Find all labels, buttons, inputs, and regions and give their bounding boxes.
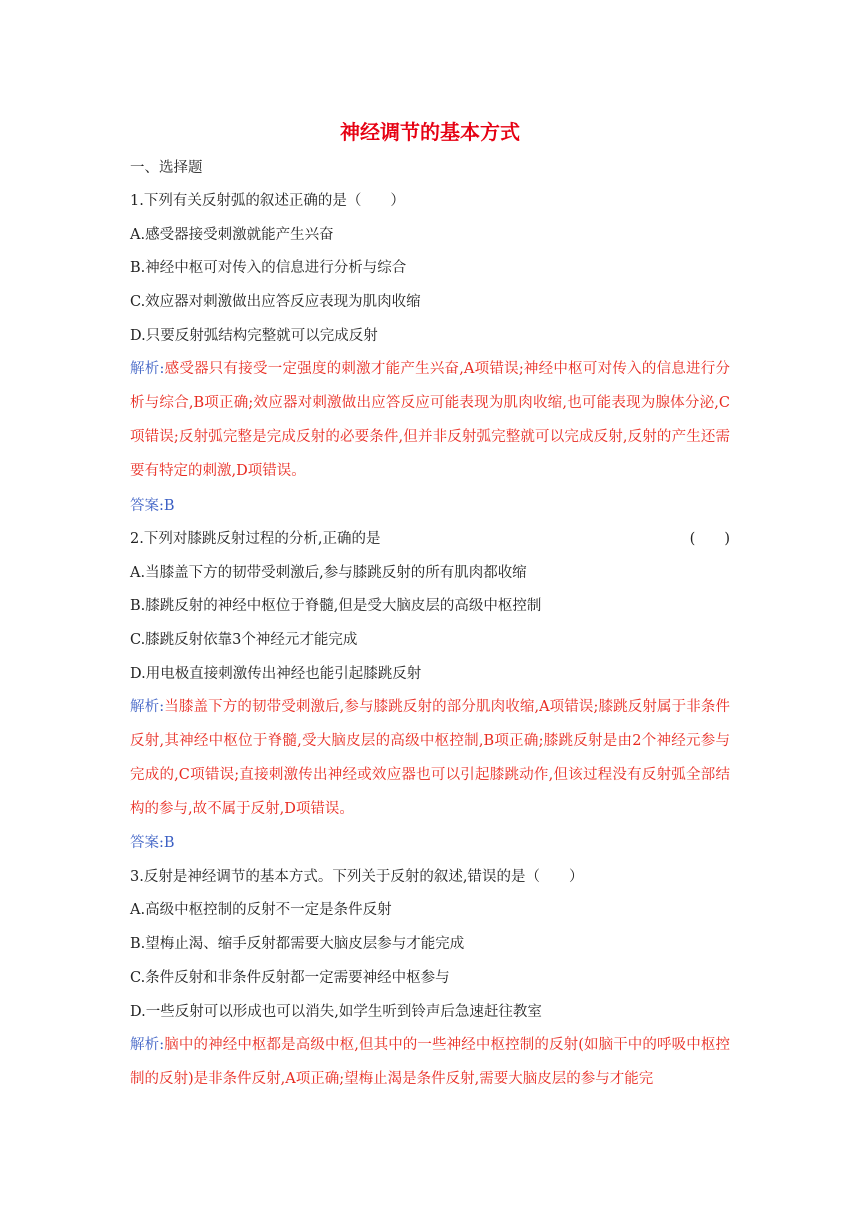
question-2-explanation — [130, 690, 730, 826]
question-3-option-c: C.条件反射和非条件反射都一定需要神经中枢参与 — [130, 970, 450, 986]
explanation-label: 解析: — [130, 1037, 165, 1053]
question-1-option-d: D.只要反射弧结构完整就可以完成反射 — [130, 328, 378, 344]
question-2-option-a: A.当膝盖下方的韧带受刺激后,参与膝跳反射的所有肌肉都收缩 — [130, 565, 527, 581]
question-1-stem: 1.下列有关反射弧的叙述正确的是（ ） — [130, 193, 405, 209]
question-2-option-b: B.膝跳反射的神经中枢位于脊髓,但是受大脑皮层的高级中枢控制 — [130, 598, 542, 614]
question-1-option-b: B.神经中枢可对传入的信息进行分析与综合 — [130, 260, 407, 276]
question-3-option-a: A.高级中枢控制的反射不一定是条件反射 — [130, 902, 392, 918]
question-1-option-a: A.感受器接受刺激就能产生兴奋 — [130, 227, 334, 243]
question-2-answer: 答案:B — [130, 835, 175, 851]
question-2-stem-text: 2.下列对膝跳反射过程的分析,正确的是 — [130, 531, 381, 547]
question-2-option-c: C.膝跳反射依靠3个神经元才能完成 — [130, 632, 358, 648]
section-heading: 一、选择题 — [130, 160, 203, 176]
answer-blank: ( ) — [689, 531, 730, 547]
question-2-stem — [130, 528, 730, 550]
question-3-stem: 3.反射是神经调节的基本方式。下列关于反射的叙述,错误的是（ ） — [130, 869, 584, 885]
explanation-text: 当膝盖下方的韧带受刺激后,参与膝跳反射的部分肌肉收缩,A项错误;膝跳反射属于非条件反射,其神经中枢位于脊髓,受大脑皮层的高级中枢控制,B项正确;膝跳反射是由2个神经元参与完成的,C项错误;直接刺激传出神经或效应器也可以引起膝跳动作,但该过程没有反射弧全部结构的参与,故不属于反射,D项错误。 — [130, 699, 730, 817]
question-1-answer: 答案:B — [130, 498, 175, 514]
question-3-option-b: B.望梅止渴、缩手反射都需要大脑皮层参与才能完成 — [130, 936, 465, 952]
question-2-option-d: D.用电极直接刺激传出神经也能引起膝跳反射 — [130, 666, 422, 682]
explanation-text: 感受器只有接受一定强度的刺激才能产生兴奋,A项错误;神经中枢可对传入的信息进行分析与综合,B项正确;效应器对刺激做出应答反应可能表现为肌肉收缩,也可能表现为腺体分泌,C项错误;反射弧完整是完成反射的必要条件,但并非反射弧完整就可以完成反射,反射的产生还需要有特定的刺激,D项错误。 — [130, 361, 730, 479]
explanation-label: 解析: — [130, 699, 165, 715]
question-1-explanation — [130, 352, 730, 488]
explanation-text: 脑中的神经中枢都是高级中枢,但其中的一些神经中枢控制的反射(如脑干中的呼吸中枢控制的反射)是非条件反射,A项正确;望梅止渴是条件反射,需要大脑皮层的参与才能完 — [130, 1037, 731, 1087]
question-3-explanation — [130, 1028, 730, 1096]
question-1-option-c: C.效应器对刺激做出应答反应表现为肌肉收缩 — [130, 294, 421, 310]
page-title: 神经调节的基本方式 — [340, 120, 520, 144]
explanation-label: 解析: — [130, 361, 165, 377]
question-3-option-d: D.一些反射可以形成也可以消失,如学生听到铃声后急速赶往教室 — [130, 1004, 542, 1020]
